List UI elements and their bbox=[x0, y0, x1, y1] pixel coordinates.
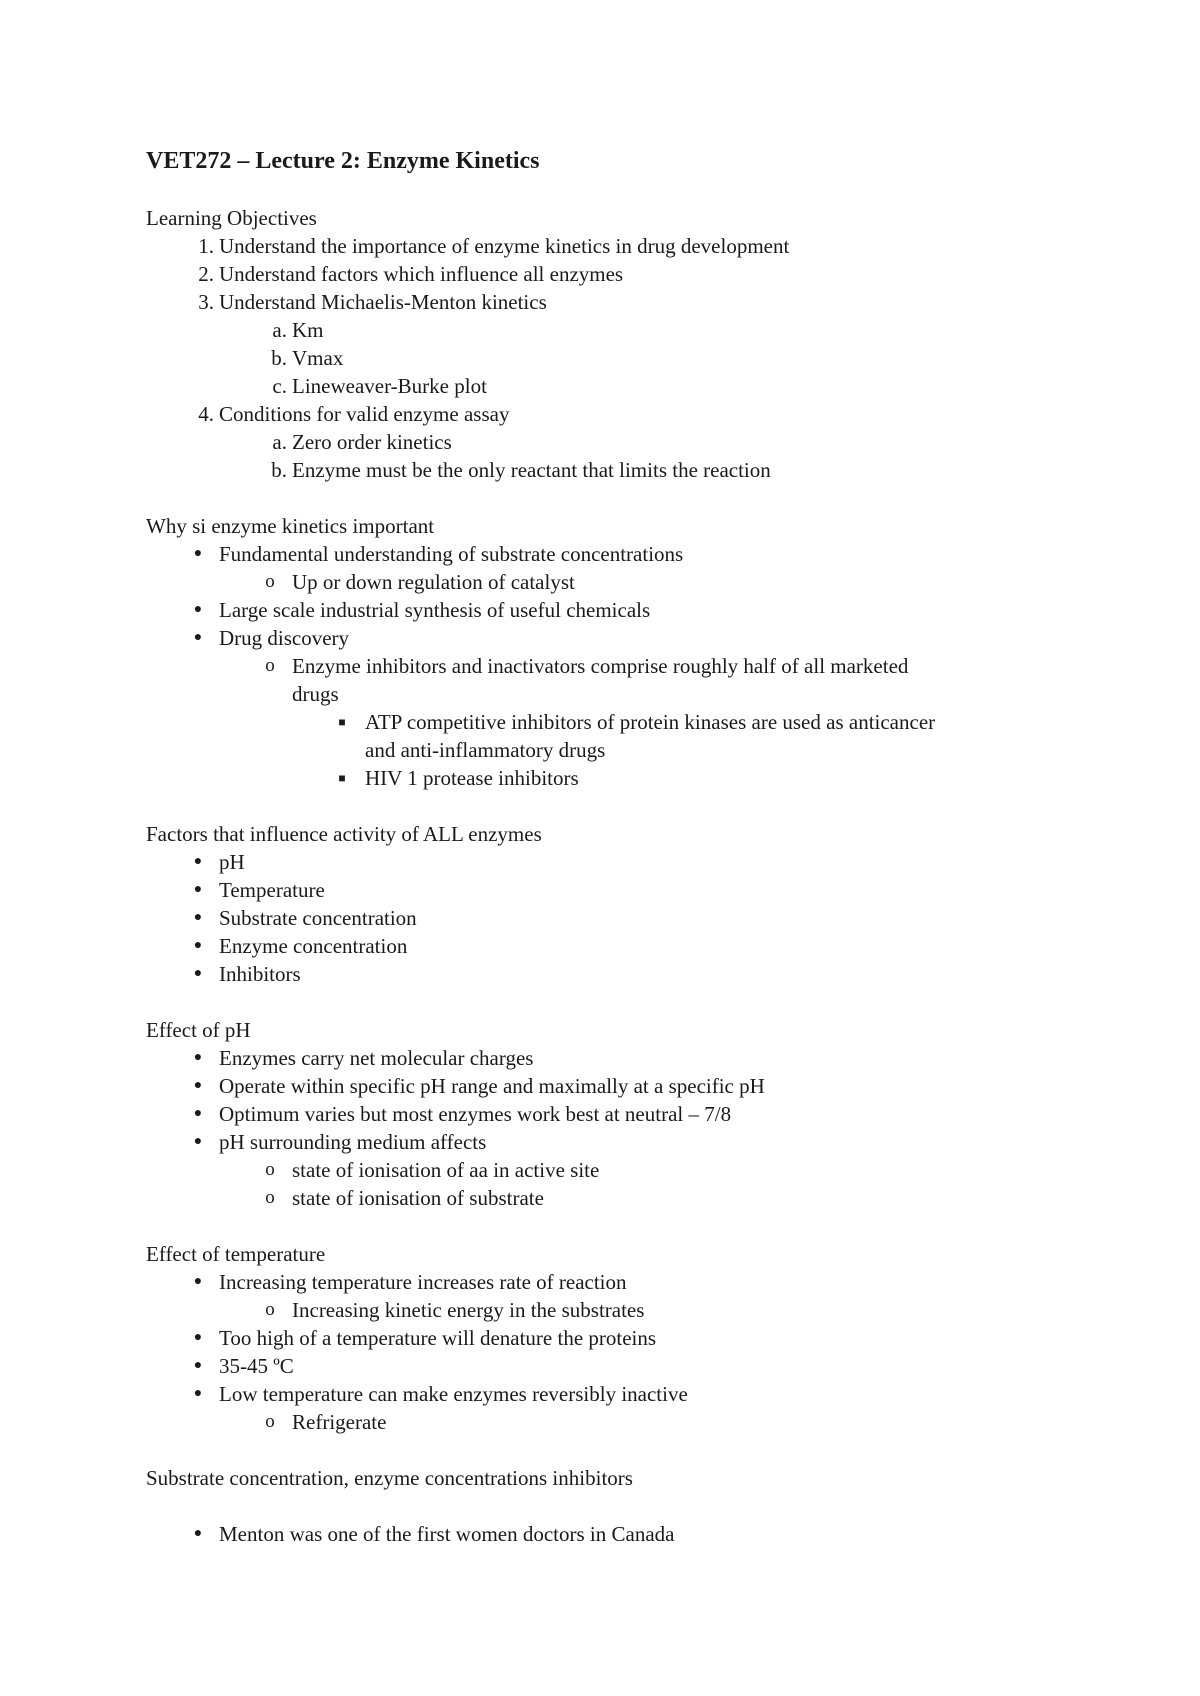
circle-bullet-icon: o bbox=[265, 1187, 275, 1208]
list-item-text: state of ionisation of substrate bbox=[292, 1186, 544, 1210]
bullet-icon: ● bbox=[193, 1078, 203, 1093]
square-bullet-icon: ■ bbox=[338, 771, 346, 785]
list-item bbox=[146, 848, 1076, 876]
list-number: 1. bbox=[198, 234, 214, 258]
list-item-text: Menton was one of the first women doctors in Canada bbox=[219, 1522, 675, 1546]
list-item bbox=[146, 344, 1076, 372]
substrate-heading: Substrate concentration, enzyme concentrations inhibitors bbox=[146, 1466, 633, 1490]
list-item-text: state of ionisation of aa in active site bbox=[292, 1158, 600, 1182]
list-item bbox=[146, 652, 1076, 680]
list-item-text: Drug discovery bbox=[219, 626, 350, 650]
list-item bbox=[146, 932, 1076, 960]
bullet-icon: ● bbox=[193, 1330, 203, 1345]
bullet-icon: ● bbox=[193, 938, 203, 953]
list-item bbox=[146, 1380, 1076, 1408]
bullet-icon: ● bbox=[193, 1274, 203, 1289]
list-item bbox=[146, 428, 1076, 456]
list-number: 3. bbox=[198, 290, 214, 314]
list-item-text: Increasing kinetic energy in the substrates bbox=[292, 1298, 645, 1322]
circle-bullet-icon: o bbox=[265, 1299, 275, 1320]
list-item bbox=[146, 288, 1076, 316]
bullet-icon: ● bbox=[193, 910, 203, 925]
document-page bbox=[146, 146, 1076, 1548]
list-item-text: Too high of a temperature will denature the proteins bbox=[219, 1326, 657, 1350]
why-important-heading: Why si enzyme kinetics important bbox=[146, 514, 435, 538]
list-item-text: Enzymes carry net molecular charges bbox=[219, 1046, 534, 1070]
bullet-icon: ● bbox=[193, 1358, 203, 1373]
list-item-text: pH bbox=[219, 850, 245, 874]
list-item-text: Large scale industrial synthesis of useful chemicals bbox=[219, 598, 651, 622]
list-item bbox=[146, 1352, 1076, 1380]
list-item bbox=[146, 1520, 1076, 1548]
bullet-icon: ● bbox=[193, 1386, 203, 1401]
list-item-text: Optimum varies but most enzymes work best at neutral – 7/8 bbox=[219, 1102, 732, 1126]
square-bullet-icon: ■ bbox=[338, 715, 346, 729]
list-item-text: Understand factors which influence all enzymes bbox=[219, 262, 624, 286]
list-letter: a. bbox=[272, 318, 287, 342]
list-item-text: Increasing temperature increases rate of reaction bbox=[219, 1270, 627, 1294]
list-item bbox=[146, 1156, 1076, 1184]
list-item bbox=[146, 1268, 1076, 1296]
list-item bbox=[146, 568, 1076, 596]
list-item-continuation bbox=[146, 736, 1076, 764]
list-item bbox=[146, 1072, 1076, 1100]
list-item-text: Fundamental understanding of substrate concentrations bbox=[219, 542, 684, 566]
list-item-text: Low temperature can make enzymes reversibly inactive bbox=[219, 1382, 688, 1406]
list-item bbox=[146, 1128, 1076, 1156]
bullet-icon: ● bbox=[193, 602, 203, 617]
learning-objectives-heading: Learning Objectives bbox=[146, 206, 317, 230]
list-item-text: Operate within specific pH range and maximally at a specific pH bbox=[219, 1074, 765, 1098]
list-item-text: drugs bbox=[292, 682, 339, 706]
list-item bbox=[146, 596, 1076, 624]
list-item-text: 35-45 ºC bbox=[219, 1354, 294, 1378]
list-item bbox=[146, 1408, 1076, 1436]
list-item-text: and anti-inflammatory drugs bbox=[365, 738, 606, 762]
list-item bbox=[146, 316, 1076, 344]
list-letter: b. bbox=[271, 458, 287, 482]
factors-heading: Factors that influence activity of ALL enzymes bbox=[146, 822, 542, 846]
bullet-icon: ● bbox=[193, 1526, 203, 1541]
list-item bbox=[146, 1184, 1076, 1212]
list-item bbox=[146, 1324, 1076, 1352]
bullet-icon: ● bbox=[193, 1134, 203, 1149]
list-item bbox=[146, 400, 1076, 428]
list-item-text: Vmax bbox=[292, 346, 344, 370]
effect-ph-heading: Effect of pH bbox=[146, 1018, 251, 1042]
list-item bbox=[146, 1296, 1076, 1324]
list-item-text: Enzyme must be the only reactant that limits the reaction bbox=[292, 458, 771, 482]
circle-bullet-icon: o bbox=[265, 1159, 275, 1180]
list-item-text: Enzyme inhibitors and inactivators comprise roughly half of all marketed bbox=[292, 654, 909, 678]
list-number: 4. bbox=[198, 402, 214, 426]
list-item bbox=[146, 540, 1076, 568]
circle-bullet-icon: o bbox=[265, 1411, 275, 1432]
list-item-text: ATP competitive inhibitors of protein kinases are used as anticancer bbox=[365, 710, 936, 734]
list-item-text: Inhibitors bbox=[219, 962, 301, 986]
list-item-text: Refrigerate bbox=[292, 1410, 387, 1434]
circle-bullet-icon: o bbox=[265, 655, 275, 676]
bullet-icon: ● bbox=[193, 854, 203, 869]
list-item-text: Km bbox=[292, 318, 324, 342]
list-item bbox=[146, 960, 1076, 988]
list-item bbox=[146, 232, 1076, 260]
bullet-icon: ● bbox=[193, 966, 203, 981]
bullet-icon: ● bbox=[193, 882, 203, 897]
circle-bullet-icon: o bbox=[265, 571, 275, 592]
bullet-icon: ● bbox=[193, 630, 203, 645]
list-item-text: Substrate concentration bbox=[219, 906, 417, 930]
list-letter: c. bbox=[272, 374, 287, 398]
list-item bbox=[146, 456, 1076, 484]
page-title: VET272 – Lecture 2: Enzyme Kinetics bbox=[146, 148, 540, 174]
list-item bbox=[146, 1044, 1076, 1072]
bullet-icon: ● bbox=[193, 546, 203, 561]
list-item-text: Zero order kinetics bbox=[292, 430, 452, 454]
list-item-text: Lineweaver-Burke plot bbox=[292, 374, 487, 398]
list-letter: a. bbox=[272, 430, 287, 454]
list-item-text: Temperature bbox=[219, 878, 325, 902]
bullet-icon: ● bbox=[193, 1106, 203, 1121]
list-item bbox=[146, 904, 1076, 932]
list-item bbox=[146, 372, 1076, 400]
list-letter: b. bbox=[271, 346, 287, 370]
bullet-icon: ● bbox=[193, 1050, 203, 1065]
list-item-text: Conditions for valid enzyme assay bbox=[219, 402, 510, 426]
list-item-text: Enzyme concentration bbox=[219, 934, 408, 958]
list-item-text: Up or down regulation of catalyst bbox=[292, 570, 575, 594]
list-item bbox=[146, 260, 1076, 288]
list-number: 2. bbox=[198, 262, 214, 286]
list-item bbox=[146, 624, 1076, 652]
list-item bbox=[146, 876, 1076, 904]
list-item-text: Understand Michaelis-Menton kinetics bbox=[219, 290, 547, 314]
list-item bbox=[146, 764, 1076, 792]
list-item-text: pH surrounding medium affects bbox=[219, 1130, 487, 1154]
list-item bbox=[146, 708, 1076, 736]
effect-temperature-heading: Effect of temperature bbox=[146, 1242, 326, 1266]
list-item bbox=[146, 1100, 1076, 1128]
list-item-continuation bbox=[146, 680, 1076, 708]
list-item-text: Understand the importance of enzyme kinetics in drug development bbox=[219, 234, 790, 258]
list-item-text: HIV 1 protease inhibitors bbox=[365, 766, 579, 790]
